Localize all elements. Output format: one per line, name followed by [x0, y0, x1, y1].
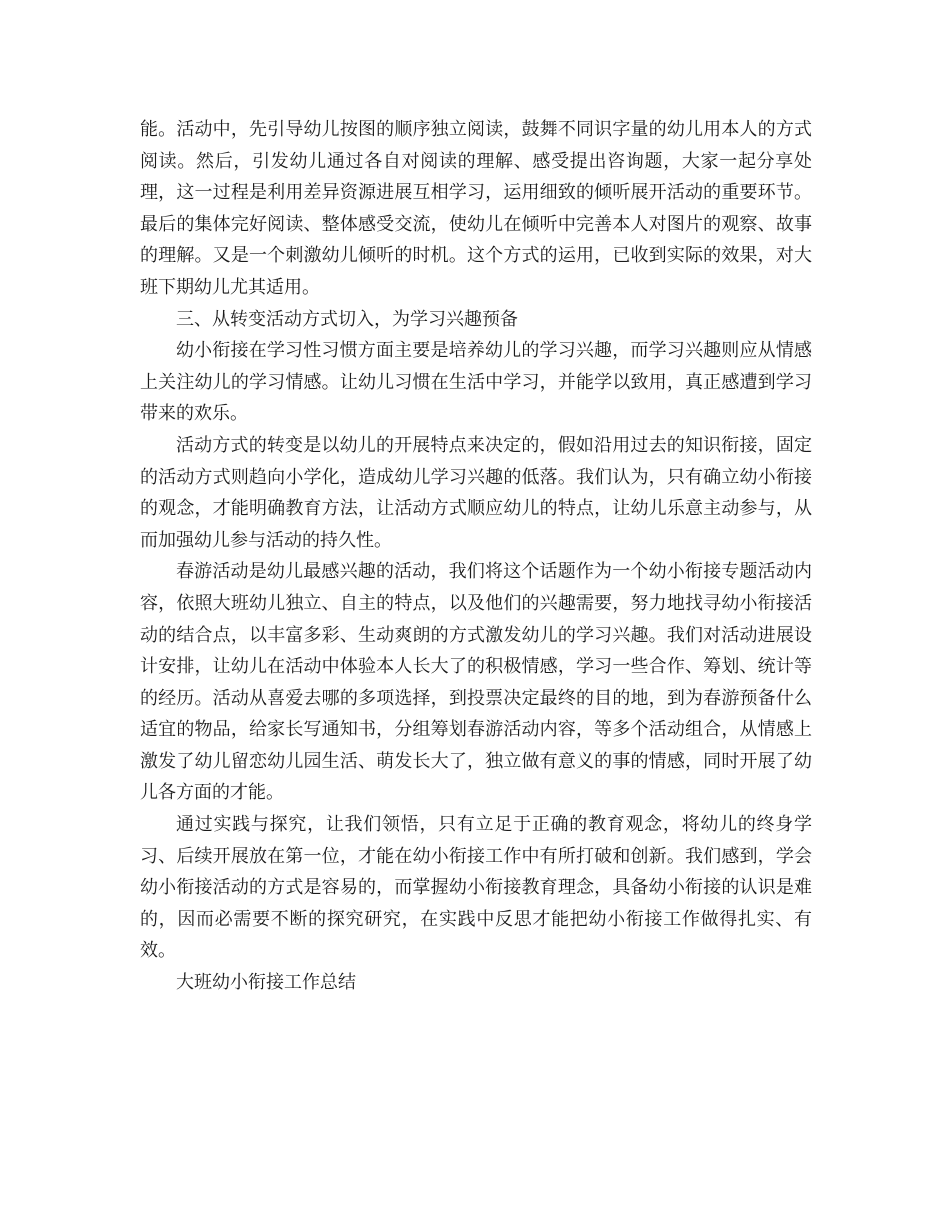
section-title: 大班幼小衔接工作总结 — [176, 972, 356, 994]
paragraph: 活动方式的转变是以幼儿的开展特点来决定的，假如沿用过去的知识衔接，固定的活动方式则趋向小学化，造成幼儿学习兴趣的低落。我们认为，只有确立幼小衔接的观念，才能明确教育方法，让活动方式顺应幼儿的特点，让幼儿乐意主动参与，从而加强幼儿参与活动的持久性。 — [140, 434, 812, 551]
document-body — [140, 114, 812, 999]
paragraph: 春游活动是幼儿最感兴趣的活动，我们将这个话题作为一个幼小衔接专题活动内容，依照大班幼儿独立、自主的特点，以及他们的兴趣需要，努力地找寻幼小衔接活动的结合点，以丰富多彩、生动爽朗的方式激发幼儿的学习兴趣。我们对活动进展设计安排，让幼儿在活动中体验本人长大了的积极情感，学习一些合作、筹划、统计等的经历。活动从喜爱去哪的多项选择，到投票决定最终的目的地，到为春游预备什么适宜的物品，给家长写通知书，分组筹划春游活动内容，等多个活动组合，从情感上激发了幼儿留恋幼儿园生活、萌发长大了，独立做有意义的事的情感，同时开展了幼儿各方面的才能。 — [140, 561, 812, 804]
paragraph: 通过实践与探究，让我们领悟，只有立足于正确的教育观念，将幼儿的终身学习、后续开展放在第一位，才能在幼小衔接工作中有所打破和创新。我们感到，学会幼小衔接活动的方式是容易的，而掌握幼小衔接教育理念，具备幼小衔接的认识是难的，因而必需要不断的探究研究，在实践中反思才能把幼小衔接工作做得扎实、有效。 — [140, 814, 812, 962]
paragraph-continued: 能。活动中，先引导幼儿按图的顺序独立阅读，鼓舞不同识字量的幼儿用本人的方式阅读。然后，引发幼儿通过各自对阅读的理解、感受提出咨询题，大家一起分享处理，这一过程是利用差异资源进展互相学习，运用细致的倾听展开活动的重要环节。最后的集体完好阅读、整体感受交流，使幼儿在倾听中完善本人对图片的观察、故事的理解。又是一个刺激幼儿倾听的时机。这个方式的运用，已收到实际的效果，对大班下期幼儿尤其适用。 — [140, 119, 812, 298]
paragraph: 幼小衔接在学习性习惯方面主要是培养幼儿的学习兴趣，而学习兴趣则应从情感上关注幼儿的学习情感。让幼儿习惯在生活中学习，并能学以致用，真正感遭到学习带来的欢乐。 — [140, 340, 812, 425]
section-heading: 三、从转变活动方式切入，为学习兴趣预备 — [176, 308, 518, 330]
